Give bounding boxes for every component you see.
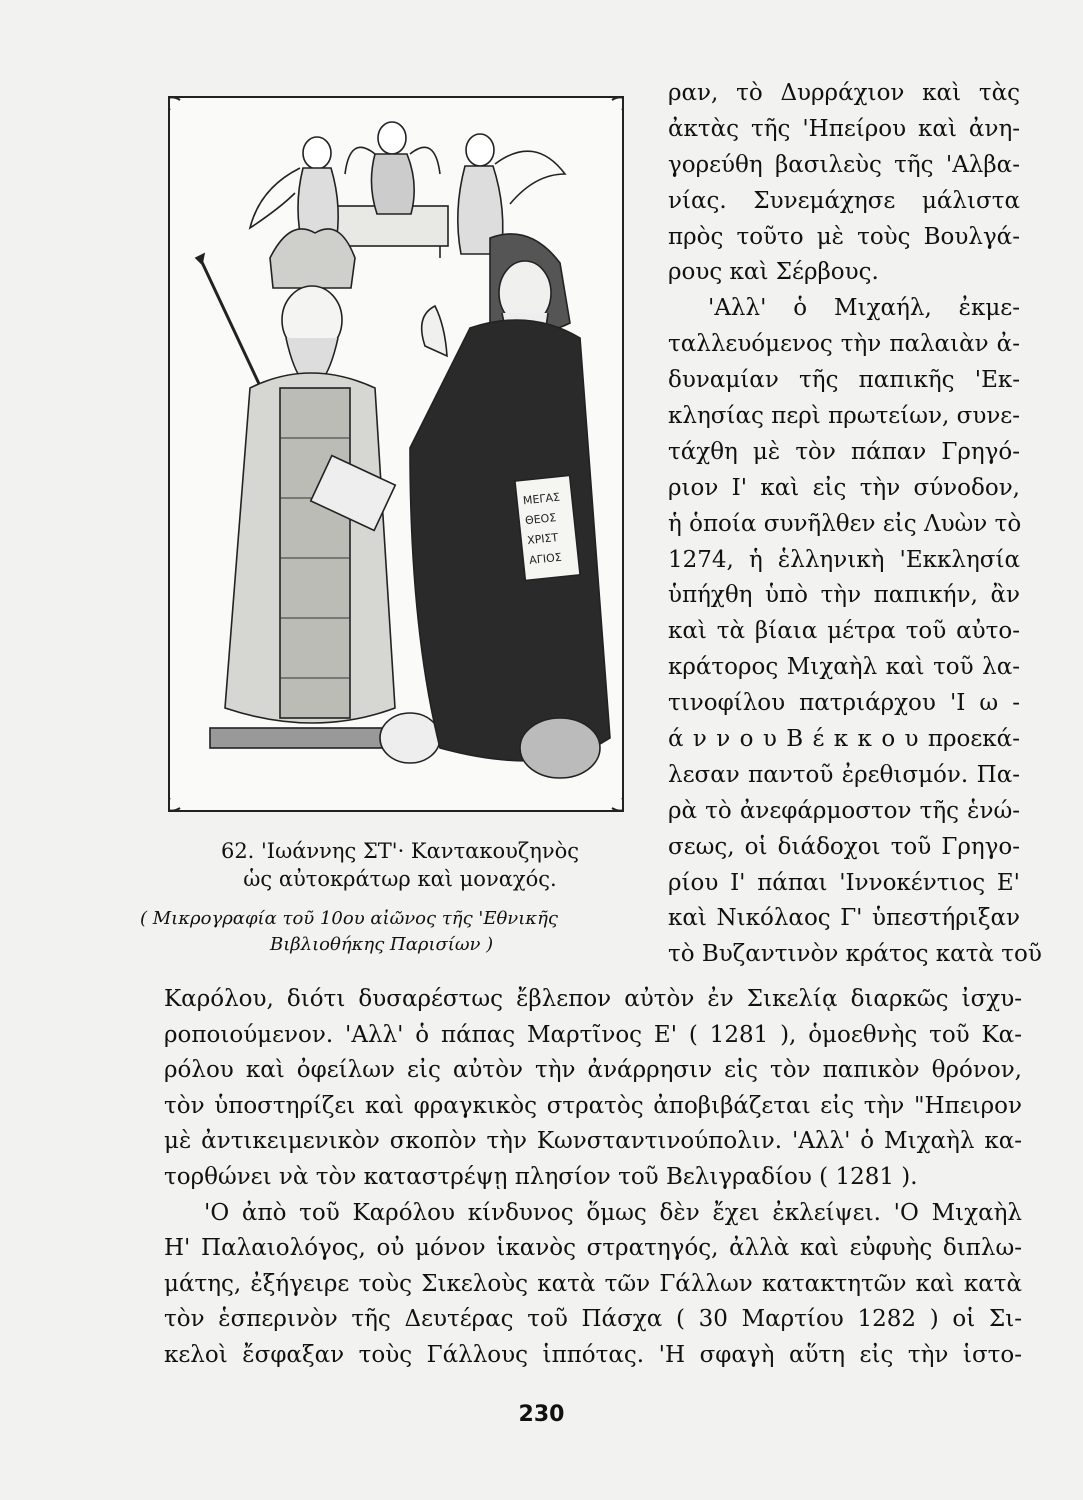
- figure-source-line2: Βιβλιοθήκης Παρισίων ): [270, 934, 494, 955]
- text-line: ροποιούμενον. 'Αλλ' ὁ πάπας Μαρτῖνος Ε' ( 1281 ), ὁμοεθνὴς τοῦ Κα-: [164, 1021, 1022, 1048]
- scroll-line: ΧΡΙΣΤ: [526, 530, 559, 548]
- page-number: 230: [518, 1402, 565, 1427]
- text-line: ριον Ι' καὶ εἰς τὴν σύνοδον,: [668, 474, 1020, 501]
- figure-source: ( Μικρογραφία τοῦ 10ου αἰῶνος τῆς 'Εθνικῆς: [140, 908, 558, 929]
- text-line: καὶ Νικόλαος Γ' ὑπεστήριξαν: [668, 905, 1020, 932]
- text-line: ρίου Ι' πάπαι 'Ιννοκέντιος Ε': [668, 869, 1020, 896]
- text-line: τὸ Βυζαντινὸν κράτος κατὰ τοῦ: [668, 941, 1042, 968]
- text-line: δυναμίαν τῆς παπικῆς 'Εκ-: [668, 367, 1020, 394]
- text-line: τάχθη μὲ τὸν πάπαν Γρηγό-: [668, 438, 1020, 465]
- full-width-text: [164, 982, 1022, 1374]
- text-line: κλησίας περὶ πρωτείων, συνε-: [668, 403, 1020, 430]
- text-line: κελοὶ ἔσφαξαν τοὺς Γάλλους ἱππότας. 'Η σφαγὴ αὕτη εἰς τὴν ἱστο-: [164, 1341, 1022, 1368]
- text-line: μὲ ἀντικειμενικὸν σκοπὸν τὴν Κωνσταντινούπολιν. 'Αλλ' ὁ Μιχαὴλ κα-: [164, 1128, 1022, 1155]
- text-line: γορεύθη βασιλεὺς τῆς 'Αλβα-: [668, 151, 1020, 178]
- right-column-text: [668, 76, 1042, 973]
- text-line: 1274, ἡ ἑλληνικὴ 'Εκκλησία: [668, 546, 1020, 573]
- text-line: πρὸς τοῦτο μὲ τοὺς Βουλγά-: [668, 223, 1020, 250]
- text-line: κράτορος Μιχαὴλ καὶ τοῦ λα-: [668, 654, 1020, 681]
- monk-figure: [410, 234, 610, 778]
- text-line: τινοφίλου πατριάρχου 'Ι ω -: [668, 690, 1020, 717]
- text-line: ὑπήχθη ὑπὸ τὴν παπικήν, ἂν: [668, 582, 1020, 609]
- text-line: λεσαν παντοῦ ἐρεθισμόν. Πα-: [668, 761, 1020, 788]
- text-line: ρὰ τὸ ἀνεφάρμοστον τῆς ἑνώ-: [668, 797, 1020, 824]
- text-line: ρους καὶ Σέρβους.: [668, 259, 879, 286]
- text-line: τὸν ὑποστηρίζει καὶ φραγκικὸς στρατὸς ἀποβιβάζεται εἰς τὴν "Ηπειρον: [164, 1092, 1022, 1119]
- text-line: σεως, οἱ διάδοχοι τοῦ Γρηγο-: [668, 833, 1020, 860]
- scroll-line: ΑΓΙΟΣ: [528, 550, 563, 567]
- text-line: 'Ο ἀπὸ τοῦ Καρόλου κίνδυνος ὅμως δὲν ἔχει ἐκλείψει. 'Ο Μιχαὴλ: [204, 1199, 1022, 1226]
- scroll-line: ΜΕΓΑΣ: [522, 490, 561, 508]
- illustration: [160, 88, 630, 823]
- text-line: τὸν ἑσπερινὸν τῆς Δευτέρας τοῦ Πάσχα ( 30 Μαρτίου 1282 ) οἱ Σι-: [164, 1306, 1022, 1333]
- scroll-line: ΘΕΟΣ: [524, 511, 557, 528]
- text-line: ραν, τὸ Δυρράχιον καὶ τὰς: [668, 80, 1020, 106]
- emperor-figure: [196, 229, 440, 763]
- text-line: τορθώνει νὰ τὸν καταστρέψῃ πλησίον τοῦ Βελιγραδίου ( 1281 ).: [164, 1163, 918, 1190]
- figure-caption-line2: ὡς αὐτοκράτωρ καὶ μοναχός.: [243, 867, 557, 891]
- figure-caption: 62. 'Ιωάννης ΣΤ'· Καντακουζηνὸς: [220, 839, 580, 863]
- text-line: ά ν ν ο υ Β έ κ κ ο υ προεκά-: [668, 726, 1020, 753]
- text-line: Καρόλου, διότι δυσαρέστως ἔβλεπον αὐτὸν ἐν Σικελίᾳ διαρκῶς ἰσχυ-: [164, 986, 1022, 1012]
- text-line: 'Αλλ' ὁ Μιχαήλ, ἐκμε-: [708, 295, 1020, 322]
- text-line: ἀκτὰς τῆς 'Ηπείρου καὶ ἀνη-: [668, 115, 1020, 142]
- text-line: ταλλευόμενος τὴν παλαιὰν ἀ-: [668, 331, 1020, 358]
- text-line: ρόλου καὶ ὀφείλων εἰς αὐτὸν τὴν ἀνάρρησιν εἰς τὸν παπικὸν θρόνον,: [164, 1057, 1022, 1084]
- text-line: μάτης, ἐξήγειρε τοὺς Σικελοὺς κατὰ τῶν Γάλλων κατακτητῶν καὶ κατὰ: [164, 1270, 1022, 1297]
- text-line: Η' Παλαιολόγος, οὐ μόνον ἱκανὸς στρατηγός, ἀλλὰ καὶ εὐφυὴς διπλω-: [164, 1235, 1022, 1262]
- text-line: ἡ ὁποία συνῆλθεν εἰς Λυὼν τὸ: [668, 510, 1022, 537]
- miniature-drawing: [170, 98, 622, 810]
- text-line: καὶ τὰ βίαια μέτρα τοῦ αὐτο-: [668, 618, 1020, 645]
- text-line: νίας. Συνεμάχησε μάλιστα: [668, 187, 1020, 214]
- illustration-frame: [168, 96, 624, 812]
